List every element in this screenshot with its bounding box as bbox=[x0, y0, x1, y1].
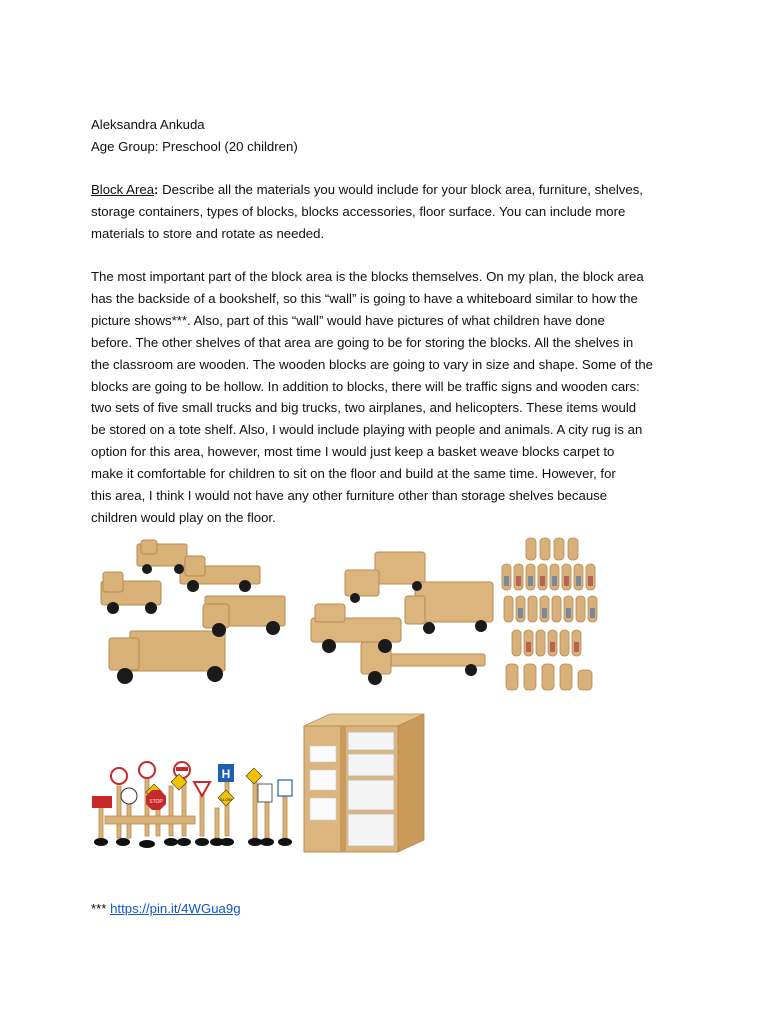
footnote bbox=[91, 898, 241, 920]
prompt-text: Describe all the materials you would include for your block area, furniture, shelves, bbox=[158, 182, 643, 197]
body-line: the classroom are wooden. The wooden blocks are going to vary in size and shape. Some of the bbox=[91, 356, 654, 372]
body-line: this area, I think I would not have any other furniture other than storage shelves because bbox=[91, 488, 608, 504]
prompt-line-2: storage containers, types of blocks, blocks accessories, floor surface. You can include more bbox=[91, 203, 626, 219]
body-paragraph bbox=[91, 266, 691, 529]
tote-shelf-image bbox=[300, 712, 426, 854]
body-line: before. The other shelves of that area are going to be for storing the blocks. All the shelves in bbox=[91, 334, 634, 350]
age-group: Age Group: Preschool (20 children) bbox=[91, 139, 298, 154]
body-line: make it comfortable for children to sit on the floor and build at the same time. However, for bbox=[91, 466, 616, 482]
wooden-trucks-image bbox=[95, 536, 295, 696]
body-line: blocks are going to be hollow. In addition to blocks, there will be traffic signs and wooden cars: bbox=[91, 378, 640, 394]
body-line: children would play on the floor. bbox=[91, 509, 276, 525]
block-area-label: Block Area bbox=[91, 182, 155, 197]
footnote-marker: *** bbox=[91, 901, 107, 916]
hospital-sign-text: H bbox=[221, 767, 231, 781]
slow-sign-text: SLOW bbox=[220, 797, 232, 802]
pinterest-link[interactable]: https://pin.it/4WGua9g bbox=[110, 901, 241, 916]
body-line: be stored on a tote shelf. Also, I would include playing with people and animals. A city rug is an bbox=[91, 422, 643, 438]
body-line: two sets of five small trucks and big trucks, two airplanes, and helicopters. These items would bbox=[91, 400, 637, 416]
body-line: option for this area, however, most time I would just keep a basket weave blocks carpet to bbox=[91, 444, 615, 460]
body-line: The most important part of the block area is the blocks themselves. On my plan, the block area bbox=[91, 269, 644, 284]
wooden-people-figures-image bbox=[498, 530, 608, 698]
wooden-vehicles-image bbox=[305, 548, 495, 693]
prompt-line-3: materials to store and rotate as needed. bbox=[91, 225, 325, 241]
block-area-colon: : bbox=[154, 182, 159, 197]
body-line: has the backside of a bookshelf, so this “wall” is going to have a whiteboard similar to how the bbox=[91, 290, 638, 306]
body-line: picture shows***. Also, part of this “wall” would have pictures of what children have done bbox=[91, 312, 605, 328]
block-area-prompt bbox=[91, 179, 691, 245]
author-name: Aleksandra Ankuda bbox=[91, 117, 205, 132]
traffic-signs-image bbox=[90, 756, 296, 856]
stop-sign-text: STOP bbox=[149, 799, 163, 805]
prompt-line-1 bbox=[91, 179, 691, 201]
